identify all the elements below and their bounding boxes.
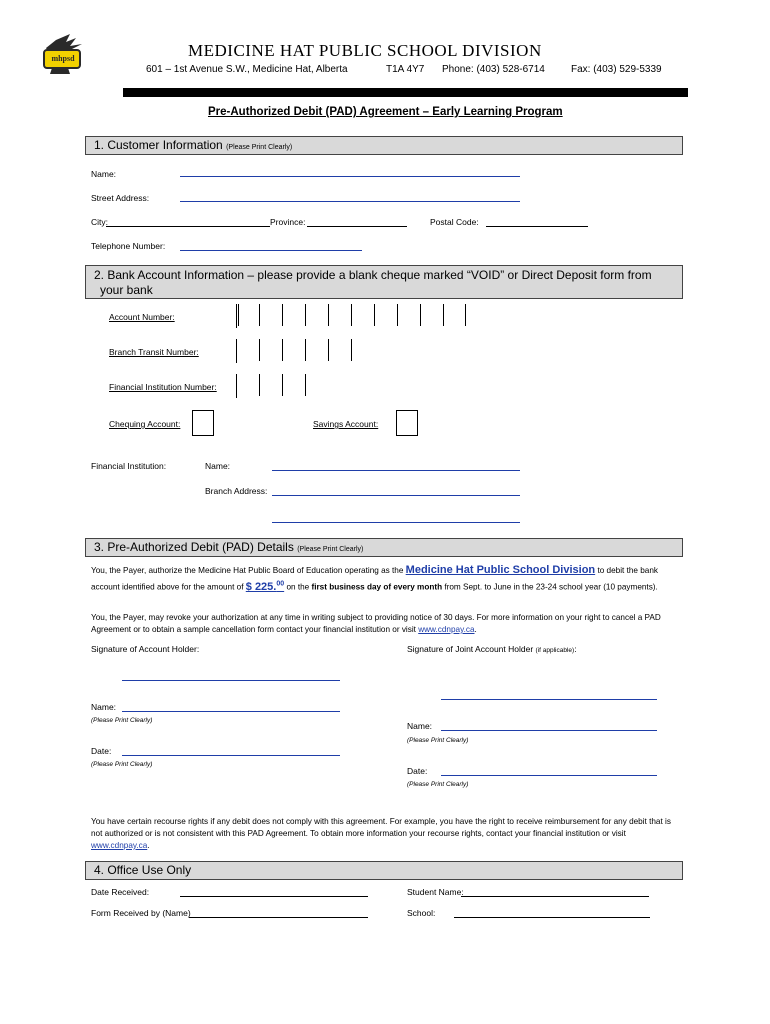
joint-date-note: (Please Print Clearly) (407, 781, 469, 788)
digit-box[interactable] (237, 304, 239, 326)
para2: You, the Payer, may revoke your authorization at any time in writing subject to providing notice of 30 days. For more information on your right to cancel a PAD Agreement or to obtain a sample cancellation form contact your financial institution or visit (91, 613, 661, 634)
section4-title: 4. Office Use Only (94, 863, 192, 877)
section-pad-details (85, 538, 683, 557)
joint-name-field[interactable] (441, 730, 657, 731)
para1-d: on the (286, 582, 310, 592)
holder-date-label: Date: (91, 746, 112, 756)
branch-transit-label: Branch Transit Number: (109, 347, 199, 357)
section-bank-account (85, 265, 683, 299)
org-name: MEDICINE HAT PUBLIC SCHOOL DIVISION (188, 41, 542, 60)
branch-address-field-2[interactable] (272, 522, 520, 523)
chequing-label: Chequing Account: (109, 419, 181, 429)
recourse-paragraph: You have certain recourse rights if any debit does not comply with this agreement. For example, you have the right to receive reimbursement for any debit that is not authorized or is not consistent with this PAD Agreement. To obtain more information your recourse rights, contact your financial institution or visit www.cdnpay.ca. (91, 817, 671, 850)
amount-value (246, 581, 284, 593)
section-office-use (85, 861, 683, 880)
sig-joint-label: Signature of Joint Account Holder (if applicable): (407, 644, 577, 654)
sig-joint-text: Signature of Joint Account Holder (407, 644, 534, 654)
logo-text: mhpsd (51, 54, 75, 63)
city-field[interactable] (106, 226, 270, 227)
section3-title: 3. Pre-Authorized Debit (PAD) Details (94, 540, 294, 554)
joint-date-label: Date: (407, 766, 428, 776)
para1-a: You, the Payer, authorize the Medicine Hat Public Board of Education operating as the (91, 566, 404, 575)
date-received-field[interactable] (180, 896, 368, 897)
para1-b: to debit the bank (597, 566, 658, 575)
address-line (146, 64, 348, 75)
section1-note: (Please Print Clearly) (226, 144, 293, 151)
cdnpay-link-2[interactable]: www.cdnpay.ca (91, 841, 148, 850)
cdnpay-link[interactable]: www.cdnpay.ca (418, 625, 475, 634)
institution-number-label: Financial Institution Number: (109, 382, 217, 392)
form-received-field[interactable] (189, 917, 368, 918)
para1-e: from Sept. to June in the 23-24 school year (10 payments). (444, 582, 658, 592)
branch-address-field[interactable] (272, 495, 520, 496)
holder-name-field[interactable] (122, 711, 340, 712)
form-received-label: Form Received by (Name) (91, 908, 191, 918)
phone-number: Phone: (403) 528-6714 (442, 64, 545, 75)
logo (40, 28, 88, 76)
revoke-paragraph: You, the Payer, may revoke your authorization at any time in writing subject to providing notice of 30 days. For more information on your right to cancel a PAD Agreement or to obtain a sample cancellation form contact your financial institution or visit www.cdnpay.ca. (91, 613, 661, 634)
fi-name-label: Name: (205, 461, 231, 471)
header-rule (123, 88, 688, 97)
name-label: Name: (91, 169, 117, 179)
telephone-label: Telephone Number: (91, 241, 166, 251)
street-address-field[interactable] (180, 201, 520, 202)
telephone-field[interactable] (180, 250, 362, 251)
savings-checkbox[interactable] (396, 410, 418, 436)
recourse-text: You have certain recourse rights if any debit does not comply with this agreement. For example, you have the right to receive reimbursement for any debit that is not authorized or is not consistent with this PAD Agreement. To obtain more information your recourse rights, contact your financial institution or visit (91, 817, 671, 838)
account-holder-signature-field[interactable] (122, 680, 340, 681)
postal-code: T1A 4Y7 (386, 64, 425, 75)
street-address-label: Street Address: (91, 193, 150, 203)
chequing-checkbox[interactable] (192, 410, 214, 436)
holder-date-field[interactable] (122, 755, 340, 756)
name-field[interactable] (180, 176, 520, 177)
address: 601 – 1st Avenue S.W., Medicine Hat, Alberta (146, 64, 348, 75)
joint-date-field[interactable] (441, 775, 657, 776)
section-customer-information (85, 136, 683, 155)
city-label: City: (91, 217, 108, 227)
holder-date-note: (Please Print Clearly) (91, 761, 153, 768)
student-name-label: Student Name: (407, 887, 464, 897)
holder-name-label: Name: (91, 702, 117, 712)
para1-org: Medicine Hat Public School Division (405, 564, 596, 576)
province-field[interactable] (307, 226, 407, 227)
section2-title-line1: 2. Bank Account Information – please provide a blank cheque marked “VOID” or Direct Deposit form from (94, 268, 652, 282)
sig-holder-label: Signature of Account Holder: (91, 644, 200, 654)
pad-authorization-paragraph (91, 564, 681, 594)
account-number-boxes[interactable] (236, 304, 466, 328)
school-field[interactable] (454, 917, 650, 918)
para1-c: account identified above for the amount of (91, 582, 244, 592)
fax-number: Fax: (403) 529-5339 (571, 64, 662, 75)
postal-code-label: Postal Code: (430, 217, 479, 227)
financial-institution-label: Financial Institution: (91, 461, 167, 471)
account-number-label: Account Number: (109, 312, 175, 322)
school-label: School: (407, 908, 436, 918)
para1-bold: first business day of every month (311, 582, 443, 592)
student-name-field[interactable] (461, 896, 649, 897)
section2-title-line2: your bank (100, 283, 153, 297)
joint-holder-signature-field[interactable] (441, 699, 657, 700)
institution-number-boxes[interactable] (236, 374, 307, 398)
form-title: Pre-Authorized Debit (PAD) Agreement – Early Learning Program (208, 106, 563, 118)
section3-note: (Please Print Clearly) (297, 546, 364, 553)
province-label: Province: (270, 217, 306, 227)
amount-cents: 00 (276, 580, 285, 587)
amount-dollars: $ 225. (245, 580, 277, 593)
sig-joint-note: (if applicable) (535, 647, 575, 654)
section1-title: 1. Customer Information (94, 138, 223, 152)
branch-transit-boxes[interactable] (236, 339, 353, 363)
date-received-label: Date Received: (91, 887, 150, 897)
logo-icon (40, 28, 88, 76)
branch-address-label: Branch Address: (205, 486, 268, 496)
joint-name-note: (Please Print Clearly) (407, 737, 469, 744)
joint-name-label: Name: (407, 721, 433, 731)
holder-name-note: (Please Print Clearly) (91, 717, 153, 724)
savings-label: Savings Account: (313, 419, 379, 429)
fi-name-field[interactable] (272, 470, 520, 471)
postal-code-field[interactable] (486, 226, 588, 227)
